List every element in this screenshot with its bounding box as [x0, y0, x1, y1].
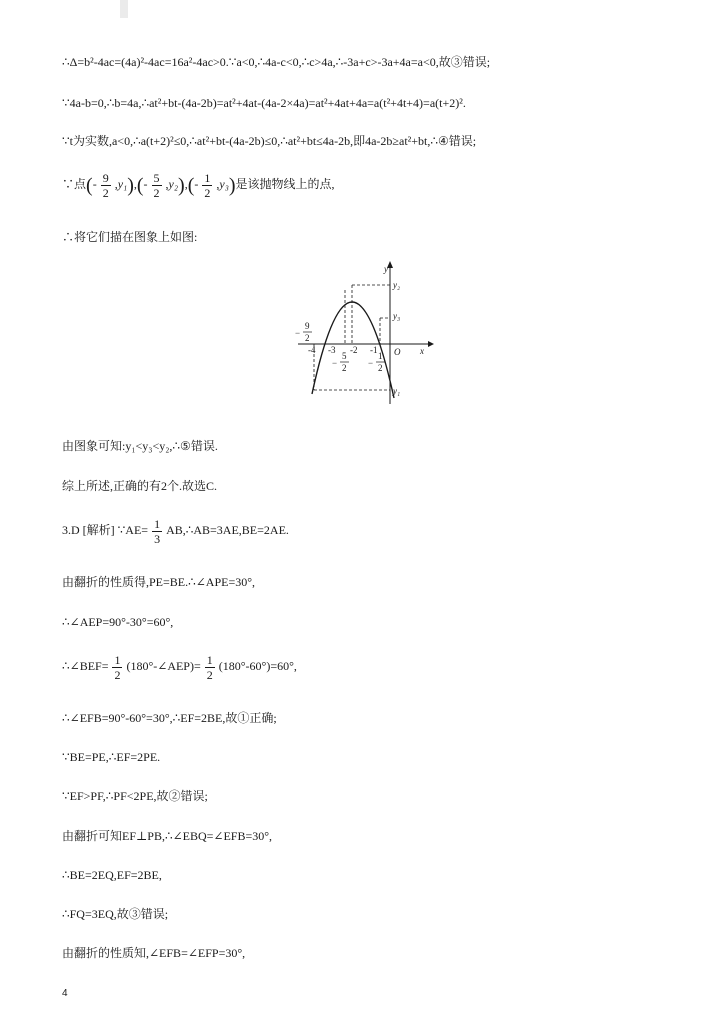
bef-mid: (180°-∠AEP)= — [126, 659, 201, 673]
bef-fraction-2: $\frac{1}{2}$ — [206, 652, 213, 682]
solution-line-2: ∵4a-b=0,∴b=4a,∴at²+bt-(4a-2b)=at²+4at-(4a-2×4a)=at²+4at+4a=a(t²+4t+4)=a(t+2)². — [62, 96, 466, 110]
frac-1-2-den: 2 — [378, 363, 383, 373]
origin-label: O — [394, 347, 401, 357]
point3-y: y₃ — [219, 177, 229, 191]
q3-prefix: 3.D [解析] ∵AE= — [62, 523, 149, 537]
bef-fraction-1: $\frac{1}{2}$ — [114, 652, 121, 682]
tick-neg2: -2 — [350, 345, 358, 355]
x-axis-label: x — [420, 346, 424, 356]
solution-line-7: 综上所述,正确的有2个.故选C. — [62, 479, 218, 493]
y-axis-label: y — [384, 264, 388, 274]
y2-label: y₂ — [393, 280, 401, 290]
point1-sign: - — [92, 177, 97, 191]
point1-fraction: $\frac{9}{2}$ — [102, 170, 109, 200]
frac-5-2-den: 2 — [342, 363, 347, 373]
tick-neg1: -1 — [370, 345, 378, 355]
bef-suffix: (180°-60°)=60°, — [218, 659, 297, 673]
page-number: 4 — [62, 988, 68, 999]
solution-line-14: ∵EF>PF,∴PF<2PE,故②错误; — [62, 789, 208, 803]
points-prefix: ∵点 — [62, 177, 87, 191]
frac-neg9half-sign: − — [295, 328, 301, 338]
frac-1-2-num: 1 — [378, 351, 383, 361]
solution-line-4: ∵点(- $\frac{9}{2}$ ,y₁),(- $\frac{5}{2}$ ,y₂),(- $\frac{1}{2}$ ,y₃)是该抛物线上的点, — [62, 170, 335, 200]
solution-line-11 — [62, 648, 297, 684]
frac-neg1half-sign: − — [368, 358, 374, 368]
q3-fraction: $\frac{1}{3}$ — [154, 516, 161, 546]
tick-neg4: -4 — [308, 345, 316, 355]
solution-line-18: 由翻折的性质知,∠EFB=∠EFP=30°, — [62, 946, 246, 960]
solution-line-12: ∴∠EFB=90°-60°=30°,∴EF=2BE,故①正确; — [62, 711, 277, 725]
q3-suffix: AB,∴AB=3AE,BE=2AE. — [166, 523, 289, 537]
frac-9-2-den: 2 — [305, 333, 310, 343]
point2-y: y₂ — [168, 177, 179, 191]
solution-line-6: 由图象可知:y₁<y₃<y₂,∴⑤错误. — [62, 439, 218, 453]
solution-line-16: ∴BE=2EQ,EF=2BE, — [62, 868, 162, 882]
solution-line-3: ∵t为实数,a<0,∴a(t+2)²≤0,∴at²+bt-(4a-2b)≤0,∴at²+bt≤4a-2b,即4a-2b≥at²+bt,∴④错误; — [62, 134, 477, 148]
frac-9-2-num: 9 — [305, 321, 310, 331]
solution-line-8 — [62, 512, 289, 548]
frac-neg5half-sign: − — [332, 358, 338, 368]
solution-line-15: 由翻折可知EF⊥PB,∴∠EBQ=∠EFB=30°, — [62, 829, 273, 843]
point2-sign: - — [143, 177, 148, 191]
x-axis-arrow — [428, 341, 434, 347]
point2-fraction: $\frac{5}{2}$ — [153, 170, 160, 200]
solution-line-17: ∴FQ=3EQ,故③错误; — [62, 907, 169, 921]
frac-5-2-num: 5 — [342, 351, 347, 361]
parabola-graph — [292, 258, 442, 408]
bef-prefix: ∴∠BEF= — [62, 659, 109, 673]
top-edge-mark — [120, 0, 128, 18]
solution-line-13: ∵BE=PE,∴EF=2PE. — [62, 750, 161, 764]
solution-line-9: 由翻折的性质得,PE=BE.∴∠APE=30°, — [62, 575, 256, 589]
solution-line-10: ∴∠AEP=90°-30°=60°, — [62, 615, 174, 629]
tick-neg3: -3 — [328, 345, 336, 355]
y1-label: y₁ — [393, 386, 401, 396]
y3-label: y₃ — [393, 311, 401, 321]
point3-fraction: $\frac{1}{2}$ — [204, 170, 211, 200]
point3-sign: - — [194, 177, 199, 191]
points-suffix: 是该抛物线上的点, — [235, 177, 335, 191]
solution-line-5: ∴将它们描在图象上如图: — [62, 230, 198, 244]
point1-y: y₁ — [117, 177, 128, 191]
solution-line-1: ∴Δ=b²-4ac=(4a)²-4ac=16a²-4ac>0.∵a<0,∴4a-c<0,∴c>4a,∴-3a+c>-3a+4a=a<0,故③错误; — [62, 55, 491, 69]
